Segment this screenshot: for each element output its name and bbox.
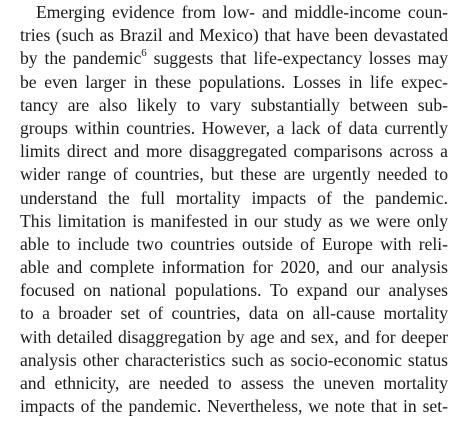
- text-line: Emerging evidence from low- and middle-income coun-: [36, 2, 448, 22]
- text-line: analysis other characteristics such as socio-economic status: [20, 349, 448, 370]
- text-line: understand the full mortality impacts of the pandemic.: [20, 187, 448, 208]
- text-line: be even larger in these populations. Losses in life expec-: [20, 71, 448, 92]
- text-line-with-citation: [20, 47, 448, 70]
- text-line: wider range of countries, but these are urgently needed to: [20, 164, 448, 185]
- body-paragraph: [20, 0, 448, 418]
- citation-reference[interactable]: 6: [141, 47, 147, 60]
- text-line: able to include two countries outside of Europe with reli-: [20, 233, 448, 254]
- text-line-suffix: suggests that life-expectancy losses may: [153, 48, 448, 69]
- text-line: focused on national populations. To expand our analyses: [20, 280, 448, 301]
- text-line: tancy are also likely to vary substantially between sub-: [20, 94, 448, 115]
- text-line: tries (such as Brazil and Mexico) that have been devastated: [20, 25, 448, 46]
- text-line: groups within countries. However, a lack of data currently: [20, 117, 448, 138]
- text-line: able and complete information for 2020, and our analysis: [20, 257, 448, 278]
- text-line: and ethnicity, are needed to assess the uneven mortality: [20, 373, 448, 393]
- text-line: to a broader set of countries, data on all-cause mortality: [20, 303, 448, 324]
- text-line: This limitation is manifested in our study as we were only: [20, 210, 448, 231]
- text-line: impacts of the pandemic. Nevertheless, we note that in set-: [20, 396, 448, 417]
- text-line: with detailed disaggregation by age and sex, and for deeper: [20, 326, 448, 347]
- text-line: limits direct and more disaggregated comparisons across a: [20, 141, 448, 162]
- text-line-prefix: by the pandemic: [20, 48, 142, 69]
